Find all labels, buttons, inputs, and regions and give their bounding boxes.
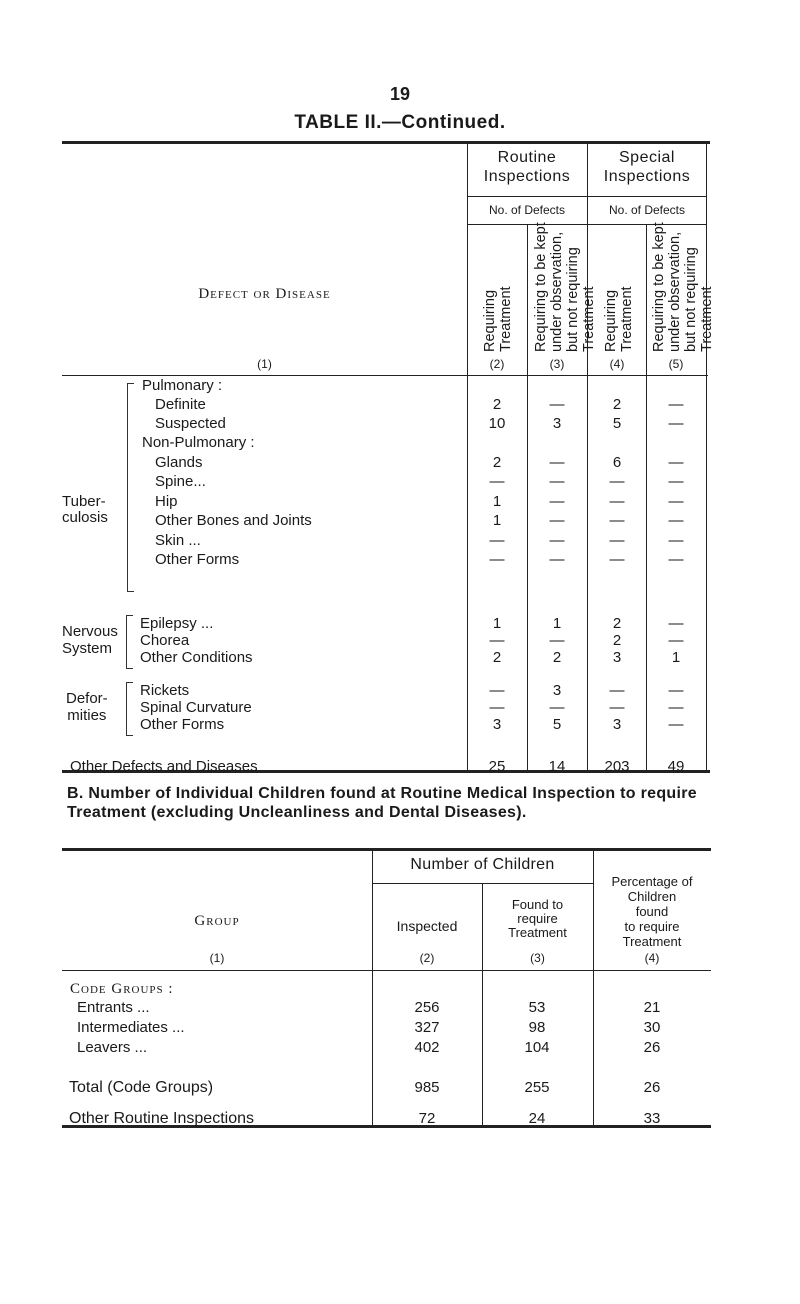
table-b-cell: 98: [528, 1019, 546, 1036]
section-b-title: B. Number of Individual Children found at Routine Medical Inspection to require Treatment (excluding Uncleanliness and Dental Diseases).: [67, 785, 697, 821]
table-a-cell: —: [668, 454, 684, 471]
table-a-cell: —: [609, 682, 625, 699]
table-a-cell: —: [489, 682, 505, 699]
table-b-cell: 30: [643, 1019, 661, 1036]
table-a-cell: 2: [492, 454, 502, 471]
table-a-cell: —: [609, 512, 625, 529]
table-a-row-label: Suspected: [155, 415, 226, 432]
table-a-cell: —: [609, 473, 625, 490]
col3-num: (3): [549, 357, 565, 371]
table-a-row-label: Other Conditions: [140, 649, 253, 666]
table-a-cell: 3: [612, 716, 622, 733]
deformities-brace: [126, 682, 133, 736]
found-header: Found to require Treatment: [508, 897, 567, 940]
table-a-cell: 2: [492, 649, 502, 666]
table-a-cell: 6: [612, 454, 622, 471]
col1-num: (1): [257, 357, 272, 371]
table-title: TABLE II.—Continued.: [294, 112, 506, 133]
code-groups-label: Code Groups :: [70, 981, 174, 997]
table-a-cell: 25: [488, 758, 506, 775]
table-b-cell: 33: [643, 1110, 661, 1127]
table-a-cell: 3: [552, 415, 562, 432]
table-a-cell: —: [489, 532, 505, 549]
table-a-cell: —: [549, 512, 565, 529]
table-a-cell: —: [489, 473, 505, 490]
found-num: (3): [530, 951, 545, 965]
page-number: 19: [389, 84, 411, 104]
table-a-cell: 1: [671, 649, 681, 666]
table-a-cell: —: [609, 532, 625, 549]
table-a-cell: —: [549, 396, 565, 413]
table-b-cell: 24: [528, 1110, 546, 1127]
table-a-cell: 2: [612, 632, 622, 649]
group-line: Nervous System: [62, 623, 118, 657]
table-b-row-label: Entrants ...: [77, 999, 150, 1016]
table-b-cell: 21: [643, 999, 661, 1016]
col4-num: (4): [609, 357, 625, 371]
tuberculosis-brace: [127, 383, 134, 592]
table-a-row-label: Other Defects and Diseases: [70, 758, 258, 775]
table-a-row-label: Glands: [155, 454, 203, 471]
table-a-cell: 1: [552, 615, 562, 632]
col3-header: Requiring to be kept under observation, but not requiring Treatment: [533, 222, 597, 352]
table-b-cell: 26: [643, 1039, 661, 1056]
table-a-cell: 2: [612, 615, 622, 632]
table-b-cell: 72: [418, 1110, 436, 1127]
table-a-cell: 5: [612, 415, 622, 432]
table-a-cell: —: [549, 454, 565, 471]
table-a-row-label: Chorea: [140, 632, 190, 649]
table-a-row-label: Epilepsy ...: [140, 615, 214, 632]
table-a-cell: —: [668, 512, 684, 529]
table-b-cell: 26: [643, 1079, 661, 1096]
routine-header: Routine Inspections: [483, 149, 571, 185]
table-a-cell: 1: [492, 615, 502, 632]
table-a-cell: 2: [552, 649, 562, 666]
table-a-cell: —: [668, 615, 684, 632]
number-of-children-header: Number of Children: [410, 856, 555, 873]
table-a-cell: —: [668, 632, 684, 649]
special-header: Special Inspections: [603, 149, 691, 185]
group-header: Group: [194, 913, 240, 929]
table-a-cell: —: [668, 699, 684, 716]
percentage-num: (4): [644, 951, 660, 965]
table-a-cell: 3: [552, 682, 562, 699]
table-a-cell: —: [549, 551, 565, 568]
inspected-num: (2): [419, 951, 435, 965]
table-a-cell: —: [668, 551, 684, 568]
table-a-cell: —: [609, 699, 625, 716]
col2-header: Requiring Treatment: [482, 286, 514, 352]
table-a-cell: 49: [667, 758, 685, 775]
table-a-row-label: Rickets: [140, 682, 190, 699]
col5-header: Requiring to be kept under observation, but not requiring Treatment: [651, 222, 715, 352]
table-a-cell: 10: [488, 415, 506, 432]
table-a-row-label: Spine...: [155, 473, 206, 490]
table-a-row-label: Skin ...: [155, 532, 201, 549]
table-b-cell: 985: [414, 1079, 440, 1096]
table-a-row-label: Other Forms: [140, 716, 225, 733]
table-a-cell: —: [549, 473, 565, 490]
table-b-cell: 256: [414, 999, 440, 1016]
table-a-cell: —: [668, 493, 684, 510]
group-line: Defor- mities: [66, 690, 108, 724]
table-a-cell: —: [609, 493, 625, 510]
table-b-cell: 104: [524, 1039, 550, 1056]
table-a-cell: —: [489, 699, 505, 716]
table-a-row-label: Non-Pulmonary :: [142, 434, 255, 451]
table-b-cell: 53: [528, 999, 546, 1016]
col4-header: Requiring Treatment: [603, 286, 635, 352]
table-a-cell: —: [549, 493, 565, 510]
table-a-cell: —: [668, 473, 684, 490]
table-a-cell: —: [668, 532, 684, 549]
table-a-cell: 2: [492, 396, 502, 413]
deformities-group: [66, 690, 108, 724]
table-b-row-label: Leavers ...: [77, 1039, 148, 1056]
defect-or-disease-header: Defect or Disease: [198, 286, 331, 302]
col5-num: (5): [668, 357, 684, 371]
table-b-cell: 327: [414, 1019, 440, 1036]
table-a-cell: 3: [612, 649, 622, 666]
table-a-cell: 1: [492, 512, 502, 529]
col2-num: (2): [489, 357, 505, 371]
table-a-cell: —: [549, 532, 565, 549]
table-a-cell: —: [668, 716, 684, 733]
nervous-group: [62, 623, 118, 657]
nervous-brace: [126, 615, 133, 669]
table-a-row-label: Spinal Curvature: [140, 699, 252, 716]
table-a-cell: 203: [604, 758, 630, 775]
table-a-cell: —: [489, 551, 505, 568]
table-a-cell: 14: [548, 758, 566, 775]
table-a-cell: —: [668, 682, 684, 699]
table-b-row-label: Other Routine Inspections: [69, 1110, 254, 1127]
table-b-row-label: Intermediates ...: [77, 1019, 185, 1036]
inspected-header: Inspected: [396, 918, 458, 934]
table-b-row-label: Total (Code Groups): [69, 1079, 214, 1096]
table-a-cell: 2: [612, 396, 622, 413]
table-a-cell: 3: [492, 716, 502, 733]
tuberculosis-group: [62, 494, 108, 526]
group-num: (1): [209, 951, 225, 965]
table-a-row-label: Definite: [155, 396, 206, 413]
no-defects-routine: No. of Defects: [488, 203, 566, 217]
table-a-row-label: Hip: [155, 493, 178, 510]
table-a-cell: —: [549, 632, 565, 649]
table-a-cell: —: [549, 699, 565, 716]
table-a-cell: —: [668, 396, 684, 413]
table-a-cell: —: [609, 551, 625, 568]
table-a-row-label: Pulmonary :: [142, 377, 223, 394]
table-a-cell: —: [668, 415, 684, 432]
table-a-cell: —: [489, 632, 505, 649]
table-b-cell: 402: [414, 1039, 440, 1056]
percentage-header: Percentage of Children found to require Treatment: [611, 874, 693, 949]
table-b-cell: 255: [524, 1079, 550, 1096]
no-defects-special: No. of Defects: [608, 203, 686, 217]
table-a-row-label: Other Forms: [155, 551, 240, 568]
table-a-cell: 5: [552, 716, 562, 733]
table-a-cell: 1: [492, 493, 502, 510]
group-line: Tuber- culosis: [62, 493, 108, 526]
table-a-row-label: Other Bones and Joints: [155, 512, 312, 529]
